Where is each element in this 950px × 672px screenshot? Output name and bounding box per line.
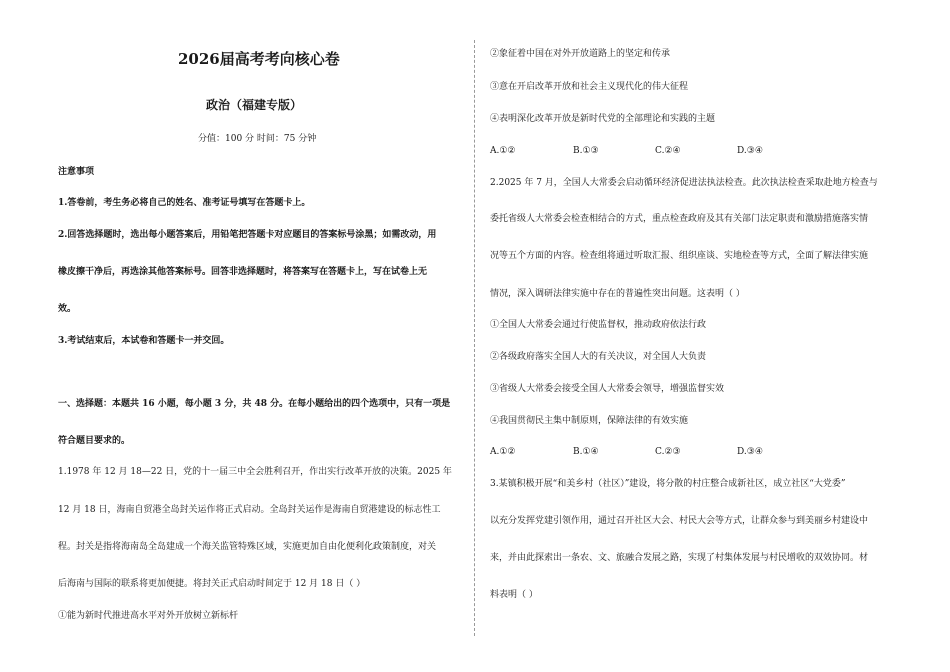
question-3-text: 来，并由此探索出一条农、文、旅融合发展之路，实现了村集体发展与村民增收的双效协同。材 (490, 553, 869, 563)
notice-heading: 注意事项 (58, 167, 95, 177)
notice-item: 橡皮擦干净后，再选涂其他答案标号。回答非选择题时，将答案写在答题卡上，写在试卷上无 (58, 267, 428, 277)
question-1-text: 12 月 18 日，海南自贸港全岛封关运作将正式启动。全岛封关运作是海南自贸港建设的标志性工 (58, 505, 441, 515)
question-1-statement: ④表明深化改革开放是新时代党的全部理论和实践的主题 (490, 114, 716, 124)
question-1-option-a: A.①② (490, 146, 516, 156)
section-heading: 一、选择题：本题共 16 小题，每小题 3 分，共 48 分。在每小题给出的四个选项中，只有一项是 (58, 399, 451, 409)
question-1-text: 1.1978 年 12 月 18—22 日，党的十一届三中全会胜利召开，作出实行改革开放的决策。2025 年 (58, 467, 452, 477)
question-1-option-c: C.②④ (655, 146, 681, 156)
question-2-option-d: D.③④ (737, 447, 763, 457)
question-2-option-a: A.①② (490, 447, 516, 457)
question-1-statement: ①能为新时代推进高水平对外开放树立新标杆 (58, 611, 239, 621)
question-2-text: 委托省级人大常委会检查相结合的方式，重点检查政府及其有关部门法定职责和激励措施落实情 (490, 214, 869, 224)
score-time: 分值：100 分 时间：75 分钟 (198, 134, 317, 144)
exam-title: 2026届高考考向核心卷 (178, 50, 340, 68)
question-3-text: 料表明（ ） (490, 590, 538, 600)
question-2-option-c: C.②③ (655, 447, 681, 457)
question-2-text: 情况，深入调研法律实施中存在的普遍性突出问题。这表明（ ） (490, 289, 745, 299)
question-3-text: 3.某镇积极开展“和美乡村（社区）”建设，将分散的村庄整合成新社区，成立社区“大党委” (490, 479, 846, 489)
question-1-text: 程。封关是指将海南岛全岛建成一个海关监管特殊区域，实施更加自由化便利化政策制度，对关 (58, 542, 437, 552)
question-2-option-b: B.①④ (573, 447, 599, 457)
notice-item: 2.回答选择题时，选出每小题答案后，用铅笔把答题卡对应题目的答案标号涂黑；如需改动，用 (58, 230, 437, 240)
question-2-statement: ②各级政府落实全国人大的有关决议，对全国人大负责 (490, 352, 707, 362)
question-1-statement: ②象征着中国在对外开放道路上的坚定和传承 (490, 49, 671, 59)
notice-item: 效。 (58, 304, 77, 314)
question-2-text: 况等五个方面的内容。检查组将通过听取汇报、组织座谈、实地检查等方式，全面了解法律实施 (490, 251, 869, 261)
question-2-statement: ③省级人大常委会接受全国人大常委会领导，增强监督实效 (490, 384, 725, 394)
question-1-statement: ③意在开启改革开放和社会主义现代化的伟大征程 (490, 82, 689, 92)
notice-item: 1.答卷前，考生务必将自己的姓名、准考证号填写在答题卡上。 (58, 198, 311, 208)
notice-item: 3.考试结束后，本试卷和答题卡一并交回。 (58, 336, 230, 346)
question-2-statement: ①全国人大常委会通过行使监督权，推动政府依法行政 (490, 320, 707, 330)
question-1-option-b: B.①③ (573, 146, 599, 156)
question-2-statement: ④我国贯彻民主集中制原则，保障法律的有效实施 (490, 416, 689, 426)
question-2-text: 2.2025 年 7 月，全国人大常委会启动循环经济促进法执法检查。此次执法检查采取赴地方检查与 (490, 178, 878, 188)
exam-subject: 政治（福建专版） (206, 98, 303, 112)
section-heading-cont: 符合题目要求的。 (58, 436, 131, 446)
question-3-text: 以充分发挥党建引领作用，通过召开社区大会、村民大会等方式，让群众参与到美丽乡村建设中 (490, 516, 869, 526)
column-divider (474, 40, 475, 636)
question-1-option-d: D.③④ (737, 146, 763, 156)
question-1-text: 后海南与国际的联系将更加便捷。将封关正式启动时间定于 12 月 18 日（ ） (58, 579, 366, 589)
